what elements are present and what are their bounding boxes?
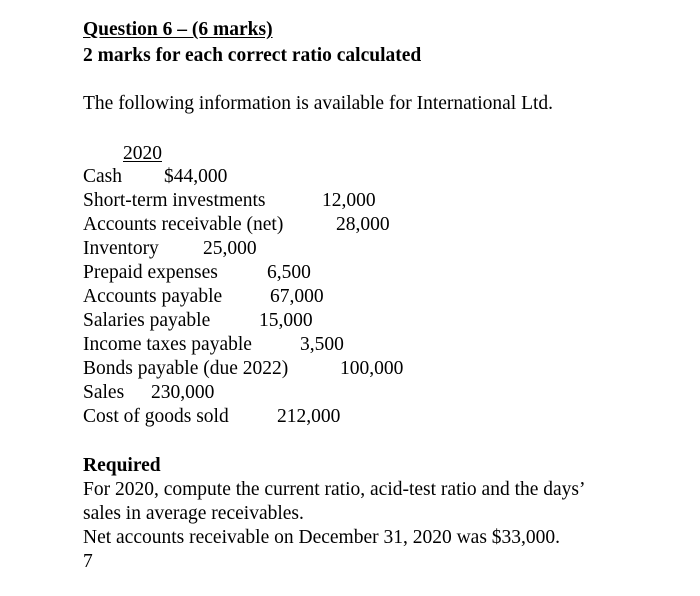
item-amount: 3,500 [300, 334, 344, 355]
required-heading: Required [83, 455, 161, 476]
intro-text: The following information is available for International Ltd. [83, 93, 554, 114]
item-amount: 12,000 [322, 190, 376, 211]
page-number: 7 [83, 551, 93, 572]
item-label: Short-term investments [83, 190, 266, 211]
item-label: Accounts payable [83, 286, 223, 307]
item-amount: 28,000 [336, 214, 390, 235]
item-amount: $44,000 [164, 166, 228, 187]
item-amount: 212,000 [277, 406, 341, 427]
item-amount: 6,500 [267, 262, 311, 283]
item-label: Salaries payable [83, 310, 211, 331]
item-amount: 100,000 [340, 358, 404, 379]
required-text-line-1: For 2020, compute the current ratio, acid-test ratio and the days’ [83, 479, 586, 500]
item-amount: 25,000 [203, 238, 257, 259]
item-amount: 230,000 [151, 382, 215, 403]
question-title: Question 6 – (6 marks) [83, 19, 273, 40]
item-amount: 15,000 [259, 310, 313, 331]
item-label: Accounts receivable (net) [83, 214, 284, 235]
marks-note: 2 marks for each correct ratio calculated [83, 45, 422, 66]
item-label: Bonds payable (due 2022) [83, 358, 289, 379]
item-label: Cost of goods sold [83, 406, 229, 427]
year-label: 2020 [123, 143, 162, 164]
item-label: Cash [83, 166, 122, 187]
item-amount: 67,000 [270, 286, 324, 307]
item-label: Inventory [83, 238, 159, 259]
required-text-line-2: sales in average receivables. [83, 503, 304, 524]
item-label: Income taxes payable [83, 334, 252, 355]
item-label: Prepaid expenses [83, 262, 218, 283]
required-text-line-3: Net accounts receivable on December 31, 2020 was $33,000. [83, 527, 561, 548]
item-label: Sales [83, 382, 125, 403]
